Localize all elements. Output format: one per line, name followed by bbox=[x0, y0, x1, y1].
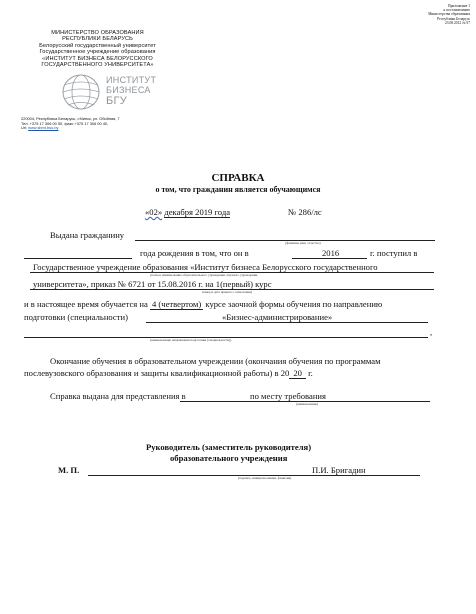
globe-icon bbox=[60, 73, 102, 111]
university-line: Белорусский государственный университет bbox=[39, 42, 156, 49]
ending-line-2: послевузовского образования и защиты квалификационной работы) в 20 bbox=[24, 368, 290, 378]
letterhead bbox=[20, 30, 175, 68]
spec-label: подготовки (специальности) bbox=[24, 312, 128, 322]
enrolled-text: г. поступил в bbox=[370, 248, 418, 258]
head-title-1: Руководитель (заместитель руководителя) bbox=[146, 442, 312, 452]
born-text: года рождения в том, что он в bbox=[140, 248, 249, 258]
institution-type-line: Государственное учреждение образования bbox=[39, 49, 156, 56]
institution-name-line: «ИНСТИТУТ БИЗНЕСА БЕЛОРУССКОГО bbox=[42, 55, 153, 62]
course-value: 4 (четвертом) bbox=[151, 299, 202, 309]
spec-comma: , bbox=[430, 327, 433, 337]
address-text: 220004, Республика Беларусь, г.Минск, ул. Обойная, 7 bbox=[21, 116, 120, 121]
appendix-note bbox=[428, 4, 470, 25]
studies-suffix: курсе заочной формы обучения по направлению bbox=[205, 299, 383, 309]
appendix-line: к постановлению bbox=[443, 8, 470, 13]
head-name: П.И. Бригадин bbox=[312, 465, 366, 475]
name-line bbox=[308, 475, 420, 476]
date-rest: декабря 2019 года bbox=[164, 207, 231, 217]
appendix-line: Приложение 1 bbox=[448, 4, 470, 8]
enroll-year-line bbox=[292, 258, 367, 259]
enroll-year: 2016 bbox=[322, 248, 340, 258]
doc-title: СПРАВКА bbox=[211, 172, 265, 184]
appendix-line: 23.08.2012 № 97 bbox=[445, 20, 470, 25]
fio-caption: (фамилия, имя, отчество) bbox=[285, 241, 321, 245]
institution-name-line-2: ГОСУДАРСТВЕННОГО УНИВЕРСИТЕТА» bbox=[41, 62, 154, 69]
logo-word-bsu: БГУ bbox=[106, 95, 128, 107]
appendix-line: Министерства образования bbox=[428, 12, 470, 17]
logo-word-business: БИЗНЕСА bbox=[106, 85, 151, 95]
signature-caption: (подпись, инициалы имени, фамилия) bbox=[238, 476, 292, 480]
institution-caption: (полное наименование образовательного учреждения, научного учреждения, bbox=[150, 273, 258, 277]
spec-caption: (наименование направления подготовки (специальности)) bbox=[150, 338, 232, 342]
ministry-line: МИНИСТЕРСТВО ОБРАЗОВАНИЯ bbox=[51, 30, 144, 36]
head-title-2: образовательного учреждения bbox=[170, 453, 288, 463]
present-label: Справка выдана для представления в bbox=[50, 391, 186, 401]
doc-number: № 286/лс bbox=[288, 207, 322, 217]
present-caption: (наименование) bbox=[296, 402, 319, 406]
birth-year-blank bbox=[24, 258, 132, 259]
website-link[interactable]: www.sbmt.bsu.by bbox=[28, 125, 59, 131]
spec-line bbox=[146, 322, 428, 323]
date-day: «02» bbox=[145, 207, 163, 217]
order-caption: номер и дата приказа о зачислении) bbox=[202, 290, 253, 294]
ending-line-2-wrap bbox=[24, 368, 313, 379]
seal-label: М. П. bbox=[58, 465, 80, 475]
studies-line bbox=[24, 299, 382, 310]
url-label: Url: bbox=[21, 125, 28, 131]
logo-word-institute: ИНСТИТУТ bbox=[106, 75, 157, 85]
republic-line: РЕСПУБЛИКИ БЕЛАРУСЬ bbox=[62, 36, 133, 43]
appendix-line: Республики Беларусь bbox=[437, 16, 470, 21]
ending-line-1: Окончание обучения в образовательном учреждении (окончания обучения по программам bbox=[50, 356, 381, 366]
address-block bbox=[21, 117, 120, 131]
phones-text: Тел. +375 17 306 00 50, факс +375 17 306 00 40, bbox=[21, 120, 109, 126]
end-g: г. bbox=[308, 368, 313, 378]
order-text: университета», приказ № 6721 от 15.08.2016 г. на 1(первый) курс bbox=[33, 279, 272, 289]
end-year: 20 bbox=[289, 368, 306, 379]
doc-subtitle: о том, что гражданин является обучающимся bbox=[155, 185, 321, 194]
institution-text: Государственное учреждение образования «Институт бизнеса Белорусского государственного bbox=[33, 262, 378, 272]
issued-to-label: Выдана гражданину bbox=[50, 230, 125, 240]
date-line bbox=[145, 207, 230, 218]
spec-value: «Бизнес-администрирование» bbox=[222, 312, 333, 322]
present-value: по месту требования bbox=[250, 391, 326, 401]
institute-logo bbox=[60, 72, 170, 112]
studies-prefix: и в настоящее время обучается на bbox=[24, 299, 148, 309]
